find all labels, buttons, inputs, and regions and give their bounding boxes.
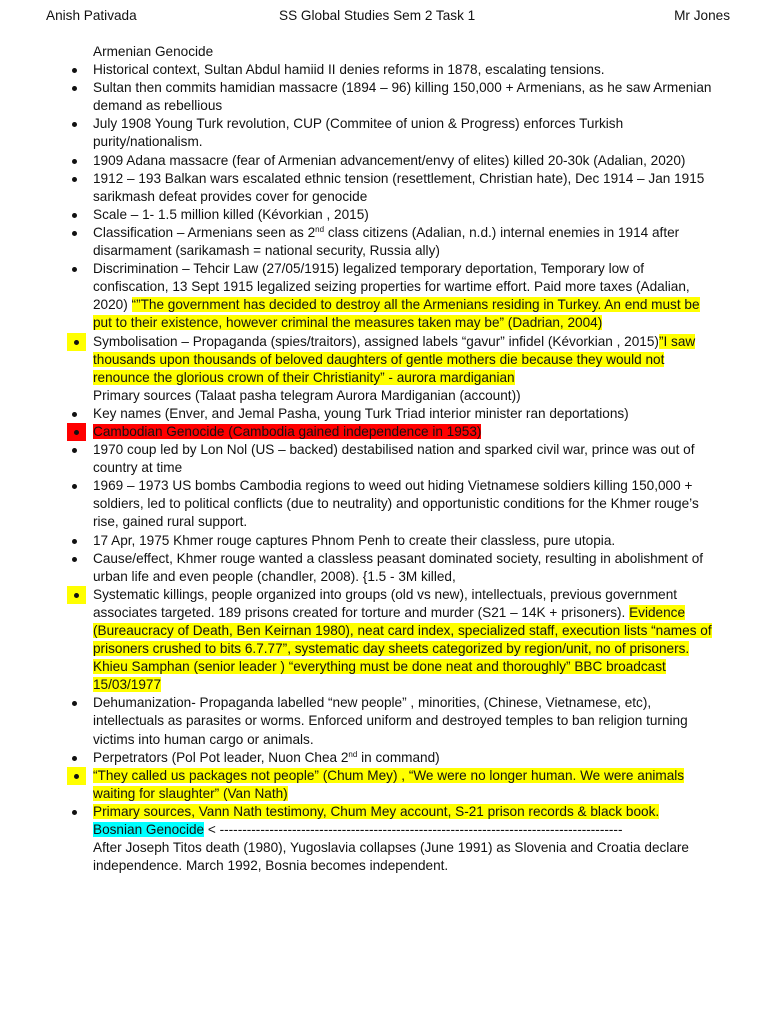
section-heading-bosnian: [0, 821, 719, 839]
highlighted-evidence: Evidence (Bureaucracy of Death, Ben Keirnan 1980), neat card index, specialized staff, execution lists “names of prisoners crushed to bits 6.7.77”, systematic day sheets categorized by region/unit, no of prisoners. Khieu Samphan (senior leader ) “everything must be done neat and thoroughly” BBC broadcast 15/03/1977: [93, 604, 712, 693]
list-item-text: Key names (Enver, and Jemal Pasha, young Turk Triad interior minister ran deportations): [93, 405, 629, 421]
bullet-icon: [68, 206, 81, 224]
list-item: [0, 152, 719, 170]
list-item-text: July 1908 Young Turk revolution, CUP (Commitee of union & Progress) enforces Turkish purity/nationalism.: [93, 116, 624, 150]
section-heading-text: Bosnian Genocide: [93, 822, 205, 838]
list-item-text: Dehumanization- Propaganda labelled “new people” , minorities, (Chinese, Vietnamese, etc), intellectuals as parasites or worms. Enforced uniform and destroyed temples to ban religion turning victims into human cargo or animals.: [93, 695, 688, 747]
highlighted-sources: Primary sources, Vann Nath testimony, Chum Mey account, S-21 prison records & black book.: [93, 803, 660, 819]
list-item: [0, 441, 719, 477]
list-item-text: Historical context, Sultan Abdul hamiid II denies reforms in 1878, escalating tensions.: [93, 62, 605, 78]
student-name: Anish Pativada: [46, 8, 137, 23]
bullet-icon: [67, 586, 86, 604]
bullet-icon: [68, 749, 81, 767]
list-item: [0, 749, 719, 767]
list-item: [0, 532, 719, 550]
list-item-text: Scale – 1- 1.5 million killed (Kévorkian , 2015): [93, 206, 369, 222]
list-item: [0, 477, 719, 531]
highlighted-quote: “They called us packages not people” (Chum Mey) , “We were no longer human. We were animals waiting for slaughter” (Van Nath): [93, 767, 685, 801]
bullet-icon: [68, 477, 81, 495]
bullet-icon: [68, 152, 81, 170]
highlighted-quote: ”I saw thousands upon thousands of beloved daughters of gentle mothers die because they would not renounce the glorious crown of their Christianity” - aurora mardiganian: [93, 333, 696, 385]
section-heading-text: Cambodian Genocide (Cambodia gained independence in 1953): [93, 423, 482, 439]
bullet-icon: [68, 694, 81, 712]
list-item: [0, 586, 719, 695]
bullet-icon: [67, 767, 86, 785]
list-item: [0, 115, 719, 151]
paragraph: After Joseph Titos death (1980), Yugoslavia collapses (June 1991) as Slovenia and Croatia declare independence. March 1992, Bosnia becomes independent.: [93, 840, 689, 874]
list-item: [0, 550, 719, 586]
bullet-icon: [67, 333, 86, 351]
list-item-text: Symbolisation – Propaganda (spies/traitors), assigned labels “gavur” infidel (Kévorkian , 2015)”I saw thousands upon thousands of beloved daughters of gentle mothers die because they would not renounce the glorious crown of their Christianity” - aurora mardiganian Primary sources (Talaat pasha telegram Aurora Mardiganian (account)): [93, 333, 696, 403]
list-item-text: Discrimination – Tehcir Law (27/05/1915) legalized temporary deportation, Temporary low of confiscation, 13 Sept 1915 legalized seizing properties for wartime effort. Paid more taxes (Adalian, 2020) “”The government has decided to destroy all the Armenians residing in Turkey. An end must be put to their existence, however criminal the measures taken may be” (Dadrian, 2004): [93, 261, 700, 331]
list-item-text: 1969 – 1973 US bombs Cambodia regions to weed out hiding Vietnamese soldiers killing 150,000 + soldiers, led to political conflicts (due to neutrality) and opportunistic conditions for the Khmer rouge’s rise, gained rural support.: [93, 478, 699, 530]
list-item: [0, 260, 719, 332]
bullet-icon: [68, 260, 81, 278]
page-header: [0, 7, 768, 25]
notes-body: [0, 43, 768, 875]
bullet-icon: [68, 79, 81, 97]
section-heading-armenian: Armenian Genocide: [93, 44, 214, 59]
list-item: [0, 206, 719, 224]
list-item-text: 1970 coup led by Lon Nol (US – backed) destabilised nation and sparked civil war, prince was out of country at time: [93, 442, 695, 476]
list-item: [0, 79, 719, 115]
list-item: [0, 405, 719, 423]
bullet-icon: [68, 532, 81, 550]
list-item: [0, 803, 719, 821]
list-item: [0, 333, 719, 405]
bullet-icon: [68, 115, 81, 133]
bullet-icon: [67, 423, 86, 441]
list-item-text: Perpetrators (Pol Pot leader, Nuon Chea 2nd in command): [93, 749, 440, 765]
list-item-text: 1912 – 193 Balkan wars escalated ethnic tension (resettlement, Christian hate), Dec 1914 – Jan 1915 sarikmash defeat provides cover for genocide: [93, 170, 705, 204]
list-item: [0, 61, 719, 79]
course-title: SS Global Studies Sem 2 Task 1: [279, 8, 476, 23]
arrow-line: < -----------------------------------------------------------------------------------------: [204, 822, 623, 838]
highlighted-quote: “”The government has decided to destroy all the Armenians residing in Turkey. An end must be put to their existence, however criminal the measures taken may be” (Dadrian, 2004): [93, 297, 700, 331]
list-item-text: 1909 Adana massacre (fear of Armenian advancement/envy of elites) killed 20-30k (Adalian, 2020): [93, 152, 686, 168]
list-item: [0, 224, 719, 260]
bullet-icon: [68, 550, 81, 568]
list-item-text: Cause/effect, Khmer rouge wanted a classless peasant dominated society, resulting in abolishment of urban life and even people (chandler, 2008). {1.5 - 3M killed,: [93, 550, 704, 584]
bullet-icon: [68, 61, 81, 79]
bullet-icon: [68, 170, 81, 188]
teacher-name: Mr Jones: [674, 8, 730, 23]
list-item-text: Systematic killings, people organized into groups (old vs new), intellectuals, previous government associates targeted. 189 prisons created for torture and murder (S21 – 14K + prisoners). Evidence (Bureaucracy of Death, Ben Keirnan 1980), neat card index, specialized staff, execution lists “names of prisoners crushed to bits 6.7.77”, systematic day sheets categorized by region/unit, no of prisoners. Khieu Samphan (senior leader ) “everything must be done neat and thoroughly” BBC broadcast 15/03/1977: [93, 586, 712, 693]
list-item-text: 17 Apr, 1975 Khmer rouge captures Phnom Penh to create their classless, pure utopia.: [93, 532, 616, 548]
list-item: [0, 170, 719, 206]
list-item-text: Sultan then commits hamidian massacre (1894 – 96) killing 150,000 + Armenians, as he saw Armenian demand as rebellious: [93, 80, 712, 114]
bullet-icon: [68, 441, 81, 459]
bullet-icon: [68, 224, 81, 242]
list-item-text: Classification – Armenians seen as 2nd class citizens (Adalian, n.d.) internal enemies in 1914 after disarmament (sarikamash = national security, Russia ally): [93, 224, 680, 259]
bullet-icon: [68, 803, 81, 821]
section-heading-cambodian: [0, 423, 719, 441]
bullet-icon: [68, 405, 81, 423]
list-item: [0, 767, 719, 803]
list-item: [0, 694, 719, 748]
